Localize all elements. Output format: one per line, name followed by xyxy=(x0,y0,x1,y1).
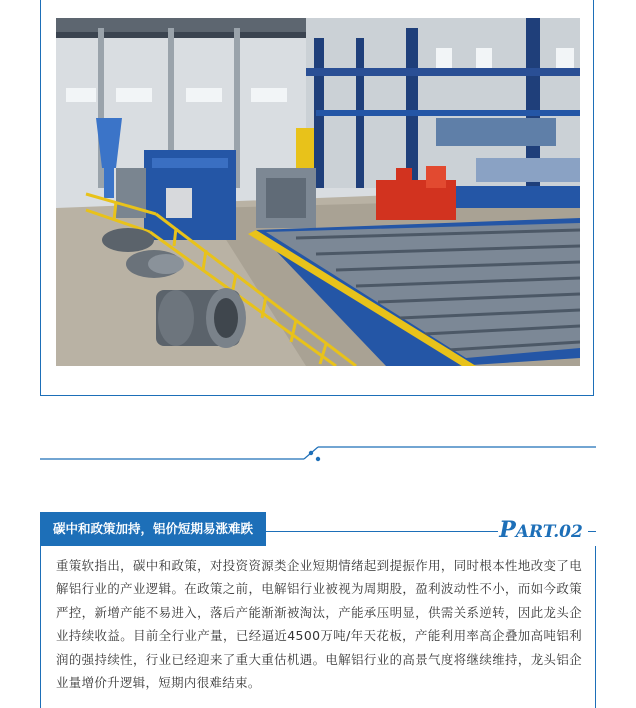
section-header xyxy=(40,512,596,546)
section-title: 碳中和政策加持，铝价短期易涨难跌 xyxy=(40,512,266,546)
factory-photo xyxy=(56,18,580,366)
header-rule-tail xyxy=(588,531,596,532)
section-body-text: 重策软指出，碳中和政策，对投资资源类企业短期情绪起到提振作用，同时根本性地改变了电解铝行业的产业逻辑。在政策之前，电解铝行业被视为周期股，盈利波动性不小，而如今政策严控，新增产能不易进入，落后产能渐渐被淘汰，产能承压明显，供需关系逆转，因此龙头企业持续收益。目前全行业产量，已经逼近4500万吨/年天花板，产能利用率高企叠加高吨铝利润的强持续性，行业已经迎来了重大重估机遇。电解铝行业的高景气度将继续维持，龙头铝企业量增价升逻辑，短期内很难结束。 xyxy=(56,558,582,691)
header-rule xyxy=(266,531,536,532)
part-label xyxy=(498,518,584,542)
section-divider xyxy=(40,444,596,464)
part-label-rest: ART.02 xyxy=(515,522,583,542)
part-label-initial: P xyxy=(499,517,516,543)
